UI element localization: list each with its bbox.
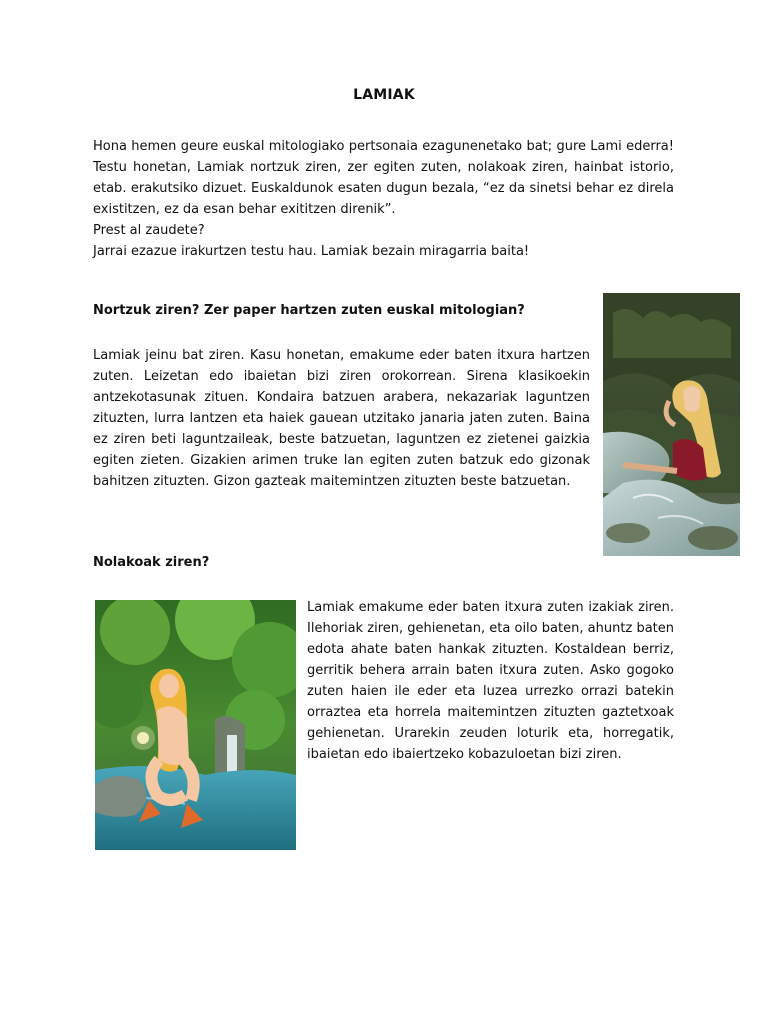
intro-block bbox=[93, 136, 674, 262]
section-heading-who: Nortzuk ziren? Zer paper hartzen zuten euskal mitologian? bbox=[93, 303, 525, 318]
lamia-photo bbox=[603, 293, 740, 556]
intro-closing: Jarrai ezazue irakurtzen testu hau. Lamiak bezain miragarria baita! bbox=[93, 244, 530, 259]
section-heading-what: Nolakoak ziren? bbox=[93, 555, 210, 570]
intro-question: Prest al zaudete? bbox=[93, 223, 205, 238]
intro-paragraph: Hona hemen geure euskal mitologiako pertsonaia ezagunenetako bat; gure Lami ederra! Testu honetan, Lamiak nortzuk ziren, zer egiten zuten, nolakoak ziren, hainbat istorio, etab. erakutsiko dizuet. Euskaldunok esaten dugun bezala, “ez da sinetsi behar ez direla existitzen, ez da esan behar exititzen direnik”. bbox=[93, 139, 674, 217]
section-body-what: Lamiak emakume eder baten itxura zuten izakiak ziren. Ilehoriak ziren, gehienetan, eta oilo baten, ahuntz baten edota ahate baten hankak zituzten. Kostaldean berriz, gerritik behera arrain baten itxura zuten. Asko gogoko zuten haien ile eder eta luzea urrezko orrazi batekin orraztea eta horrela maitemintzen zituzten gaztetxoak gehienetan. Urarekin zeuden loturik eta, horregatik, ibaietan edo ibaiertzeko kobazuloetan bizi ziren. bbox=[307, 600, 674, 762]
section-body-who: Lamiak jeinu bat ziren. Kasu honetan, emakume eder baten itxura hartzen zuten. Leizetan edo ibaietan bizi ziren orokorrean. Sirena klasikoekin antzekotasunak zituen. Kondaira batzuen arabera, nekazariak laguntzen zituzten, lurra lantzen eta haiek gauean utzitako janaria jaten zuten. Baina ez ziren beti laguntzaileak, beste batzuetan, laguntzen ez zietenei gaizkia egiten zieten. Gizakien arimen truke lan egiten zuten batzuk edo gizonak bahitzen zituzten. Gizon gazteak maitemintzen zituzten beste batzuetan. bbox=[93, 348, 590, 489]
lamia-illustration bbox=[95, 600, 296, 850]
page-title: LAMIAK bbox=[353, 87, 415, 103]
